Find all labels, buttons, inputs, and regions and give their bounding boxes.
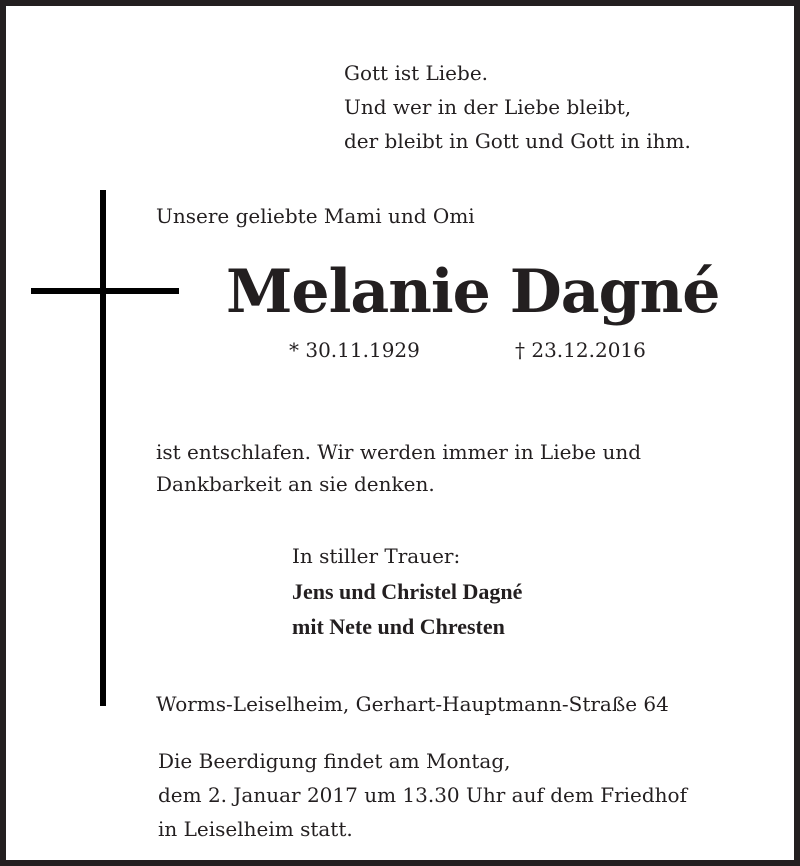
message-line: ist entschlafen. Wir werden immer in Liebe und — [156, 440, 642, 464]
cross-icon-vertical-bar — [100, 190, 106, 706]
verse-line: Und wer in der Liebe bleibt, — [344, 95, 632, 119]
death-date: † 23.12.2016 — [515, 338, 646, 362]
birth-date: * 30.11.1929 — [289, 338, 420, 362]
bible-verse — [344, 56, 691, 158]
intro-text: Unsere geliebte Mami und Omi — [156, 204, 475, 228]
funeral-line: Die Beerdigung findet am Montag, — [158, 749, 511, 773]
message-line: Dankbarkeit an sie denken. — [156, 472, 435, 496]
mourner-names: Jens und Christel Dagné — [292, 579, 523, 604]
mourners-heading: In stiller Trauer: — [292, 544, 461, 568]
deceased-name: Melanie Dagné — [226, 257, 720, 327]
mourner-names: mit Nete und Chresten — [292, 614, 505, 639]
address: Worms-Leiselheim, Gerhart-Hauptmann-Straße 64 — [156, 692, 669, 716]
verse-line: der bleibt in Gott und Gott in ihm. — [344, 129, 691, 153]
funeral-line: in Leiselheim statt. — [158, 817, 353, 841]
cross-icon-horizontal-bar — [31, 288, 179, 294]
funeral-info — [158, 744, 687, 846]
funeral-line: dem 2. Januar 2017 um 13.30 Uhr auf dem Friedhof — [158, 783, 687, 807]
obituary-message — [156, 436, 641, 500]
verse-line: Gott ist Liebe. — [344, 61, 489, 85]
mourners-block — [292, 539, 522, 644]
